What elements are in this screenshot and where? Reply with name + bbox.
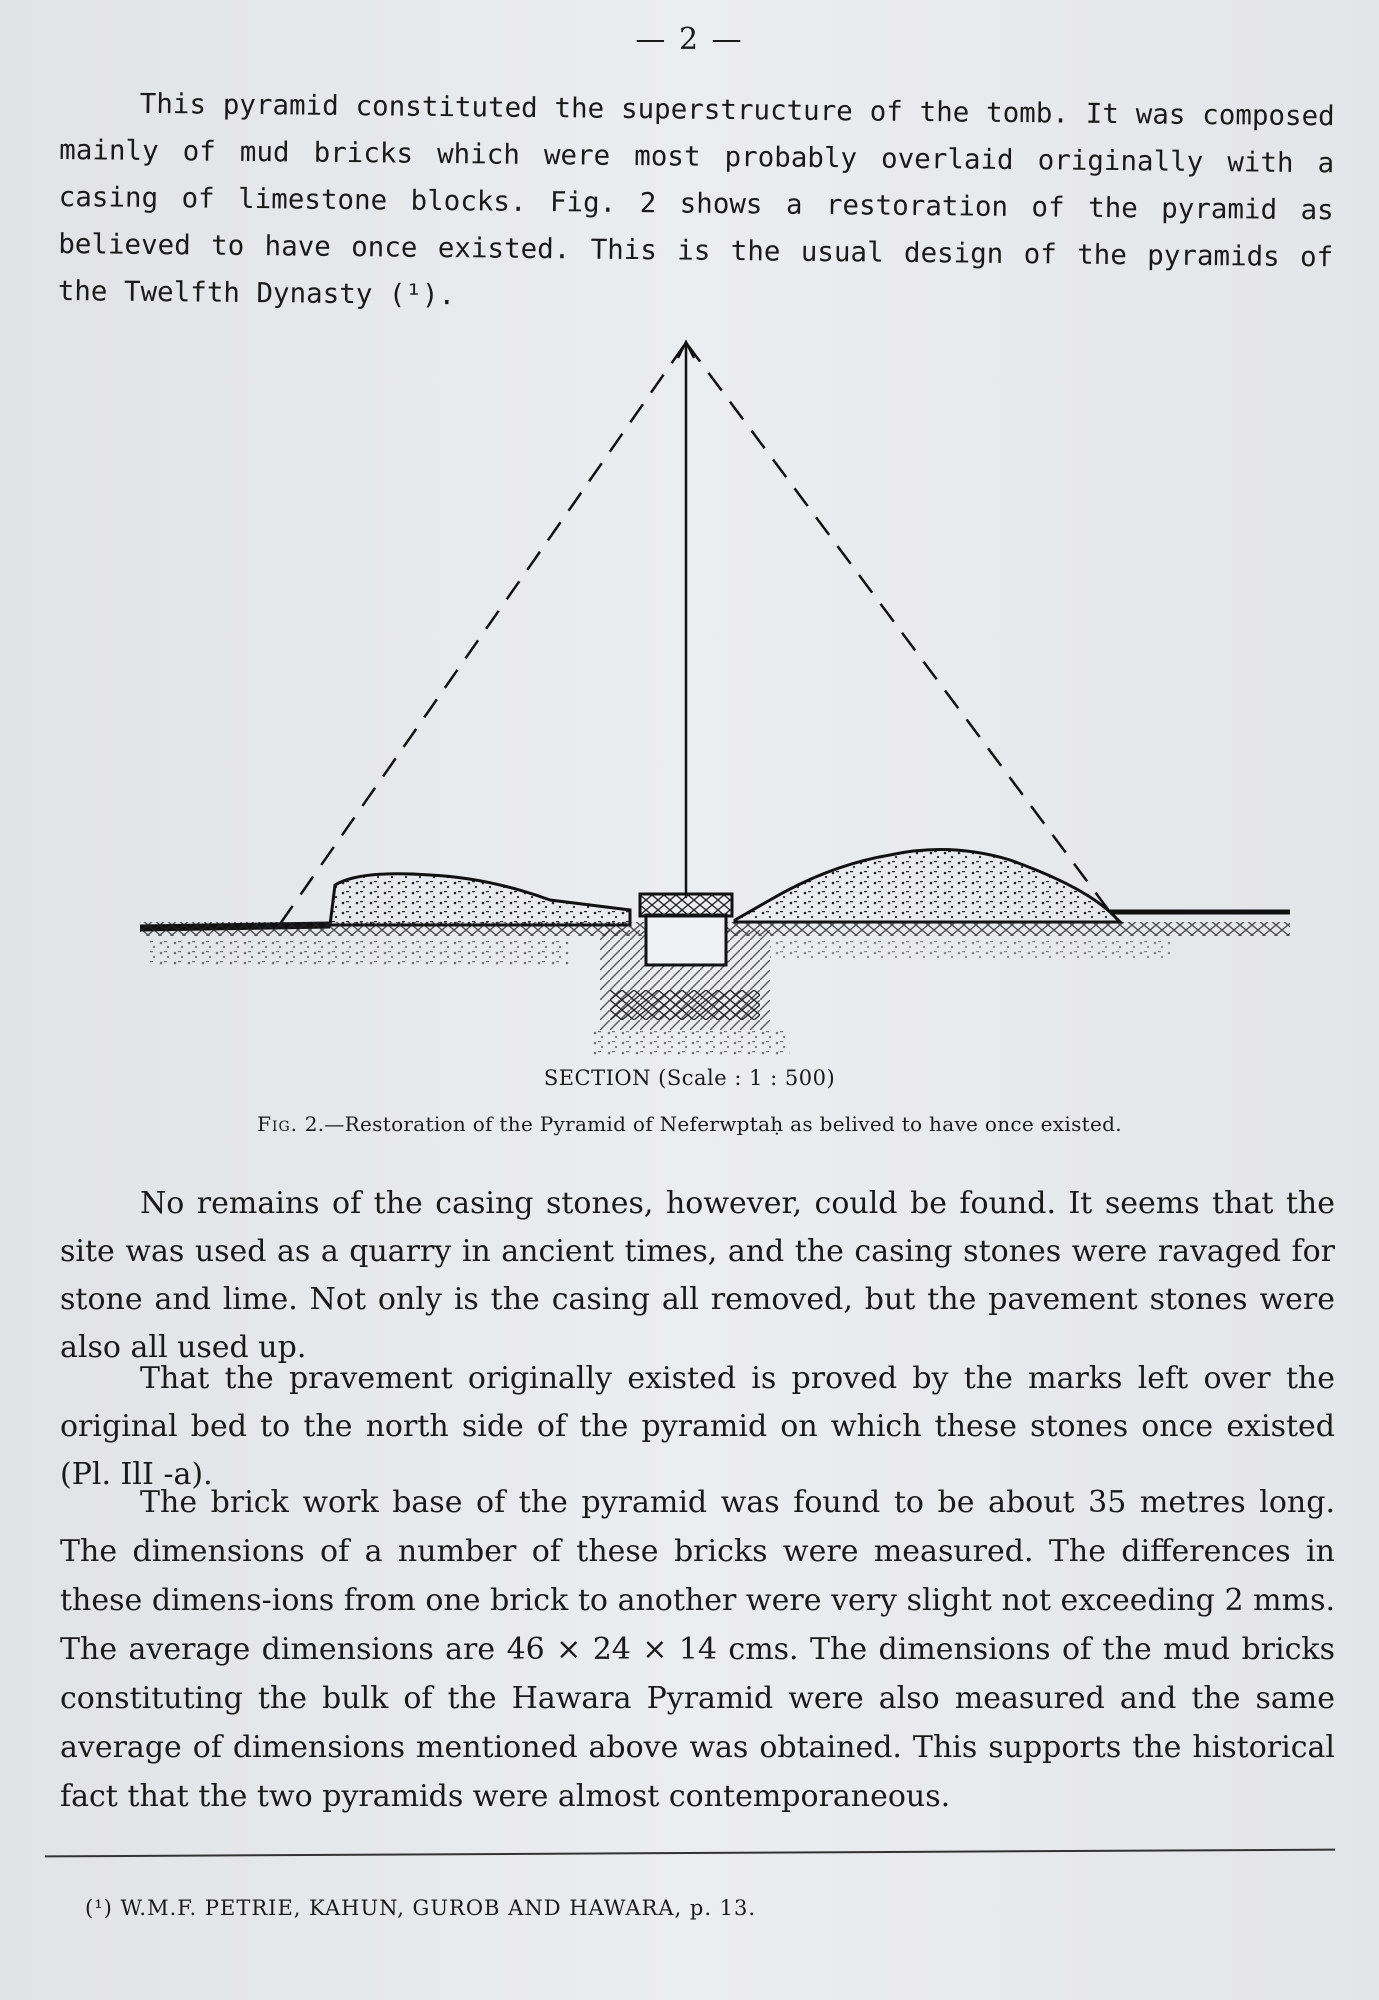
footnote-rule	[45, 1849, 1335, 1858]
page-number: — 2 —	[635, 22, 744, 57]
pyramid-left-face-dashed	[280, 344, 685, 924]
footnote	[85, 1896, 756, 1920]
burial-chamber	[646, 915, 726, 965]
figure-caption	[0, 1112, 1379, 1136]
left-mound	[330, 874, 630, 925]
subsurface-dots-left	[150, 938, 570, 966]
figure-section-label: SECTION (Scale : 1 : 500)	[543, 1066, 836, 1090]
paragraph-4: The brick work base of the pyramid was found to be about 35 metres long. The dimensions of a number of these bricks were measured. The differences in these dimens-ions from one brick to another were very slight not exceeding 2 mms. The average dimensions are 46 × 24 × 14 cms. The dimensions of the mud bricks constituting the bulk of the Hawara Pyramid were also measured and the same average of dimensions mentioned above was obtained. This supports the historical fact that the two pyramids were almost contemporaneous.	[60, 1485, 1335, 1814]
figure-caption-text: 2.—Restoration of the Pyramid of Neferwptaḥ as belived to have once existed.	[298, 1112, 1122, 1136]
subsurface-dots-right	[770, 938, 1170, 958]
paragraph-2: No remains of the casing stones, however, could be found. It seems that the site was used as a quarry in ancient times, and the casing stones were ravaged for stone and lime. Not only is the casing all removed, but the pavement stones were also all used up.	[60, 1186, 1335, 1365]
footnote-text: W.M.F. PETRIE, KAHUN, GUROB AND HAWARA, p. 13.	[112, 1896, 757, 1920]
paragraph-1: This pyramid constituted the superstructure of the tomb. It was composed mainly of mud bricks which were most probably overlaid originally with a casing of limestone blocks. Fig. 2 shows a restoration of the pyramid as believed to have once existed. This is the usual design of the pyramids of the Twelfth Dynasty (¹).	[57, 87, 1335, 312]
figure-caption-prefix: Fig.	[257, 1112, 299, 1136]
pyramid-section-figure	[130, 330, 1300, 1060]
footnote-marker: (¹)	[85, 1896, 113, 1920]
chamber-pit-base	[610, 990, 760, 1020]
chamber-roof	[640, 894, 732, 916]
paragraph-3: That the pravement originally existed is proved by the marks left over the original bed to the north side of the pyramid on which these stones once existed (Pl. IlI -a).	[60, 1361, 1335, 1492]
right-mound	[735, 850, 1120, 922]
pit-dots-below	[590, 1030, 790, 1056]
pyramid-right-face-dashed	[687, 344, 1110, 912]
